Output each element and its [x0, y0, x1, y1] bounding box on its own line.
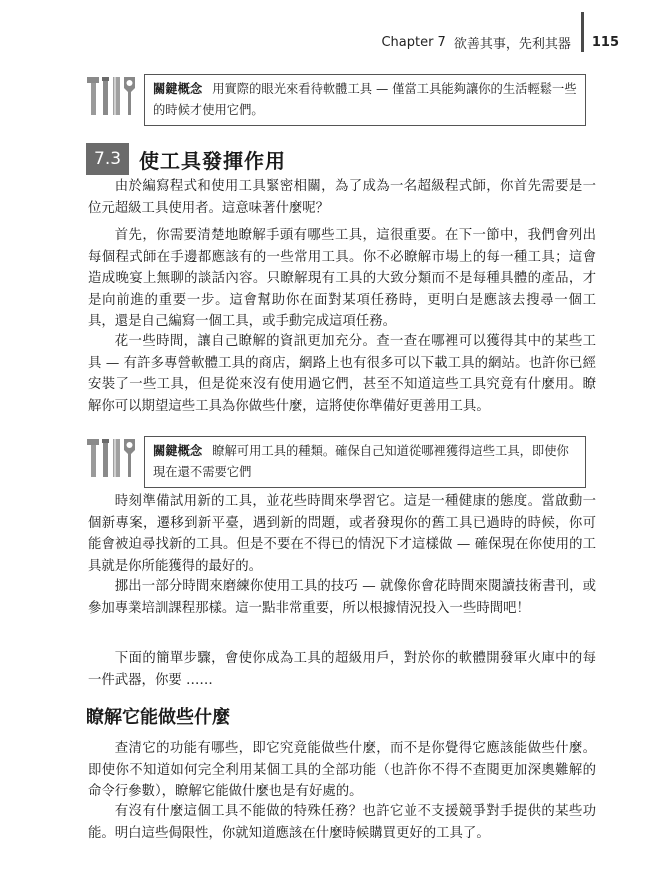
callout-label: 關鍵概念: [153, 444, 203, 458]
paragraph: 首先，你需要清楚地瞭解手頭有哪些工具，這很重要。在下一節中，我們會列出每個程式師在手邊都應該有的一些常用工具。你不必瞭解市場上的每一種工具；這會造成晚宴上無聊的談話內容。只瞭解現有工具的大致分類而不是每種具體的產品，才是向前進的重要一步。這會幫助你在面對某項任務時，更明白是應該去搜尋一個工具，還是自己編寫一個工具，或手動完成這項任務。: [88, 228, 596, 330]
key-concept-callout: [86, 436, 586, 488]
paragraph: 時刻準備試用新的工具，並花些時間來學習它。這是一種健康的態度。當啟動一個新專案，遷移到新平臺，遇到新的問題，或者發現你的舊工具已過時的時候，你可能會被迫尋找新的工具。但是不要在不得已的情況下才這樣做 — 確保現在你使用的工具就是你所能獲得的最好的。: [88, 494, 596, 574]
callout-text: 用實際的眼光來看待軟體工具 — 僅當工具能夠讓你的生活輕鬆一些的時候才使用它們。: [153, 82, 577, 117]
callout-box: [144, 436, 586, 488]
paragraph: 花一些時間，讓自己瞭解的資訊更加充分。查一查在哪裡可以獲得其中的某些工具 — 有許多專營軟體工具的商店，網路上也有很多可以下載工具的網站。也許你已經安裝了一些工具，但是從來沒有使用過它們，甚至不知道這些工具究竟有什麼用。瞭解你可以期望這些工具為你做些什麼，這將使你準備好更善用工具。: [88, 334, 596, 414]
page-number: 115: [591, 34, 619, 50]
running-header: [381, 30, 619, 54]
paragraph: 下面的簡單步驟，會使你成為工具的超級用戶，對於你的軟體開發軍火庫中的每一件武器，你要 ……: [88, 651, 596, 688]
paragraph: 由於編寫程式和使用工具緊密相關，為了成為一名超級程式師，你首先需要是一位元超級工具使用者。這意味著什麼呢？: [88, 179, 596, 216]
key-concept-callout: [86, 74, 586, 126]
section-title: 使工具發揮作用: [139, 148, 287, 173]
paragraph: 挪出一部分時間來磨練你使用工具的技巧 — 就像你會花時間來閱讀技術書刊，或參加專業培訓課程那樣。這一點非常重要，所以根據情況投入一些時間吧！: [88, 579, 596, 616]
chapter-title: 欲善其事，先利其器: [453, 36, 571, 52]
callout-label: 關鍵概念: [153, 82, 203, 96]
tools-icon: [86, 436, 138, 480]
header-divider: [581, 12, 584, 52]
tools-icon: [86, 74, 138, 118]
subsection-title: 瞭解它能做些什麼: [86, 707, 230, 728]
callout-box: [144, 74, 586, 126]
section-number: 7.3: [86, 143, 129, 175]
chapter-label: Chapter 7: [381, 34, 446, 50]
paragraph: 有沒有什麼這個工具不能做的特殊任務？也許它並不支援競爭對手提供的某些功能。明白這些侷限性，你就知道應該在什麼時候購買更好的工具了。: [88, 804, 596, 841]
paragraph: 查清它的功能有哪些，即它究竟能做些什麼，而不是你覺得它應該能做些什麼。即使你不知道如何完全利用某個工具的全部功能（也許你不得不查閱更加深奧難解的命令行參數），瞭解它能做什麼也是有好處的。: [88, 741, 596, 800]
callout-text: 瞭解可用工具的種類。確保自己知道從哪裡獲得這些工具，即使你現在還不需要它們: [153, 444, 569, 479]
